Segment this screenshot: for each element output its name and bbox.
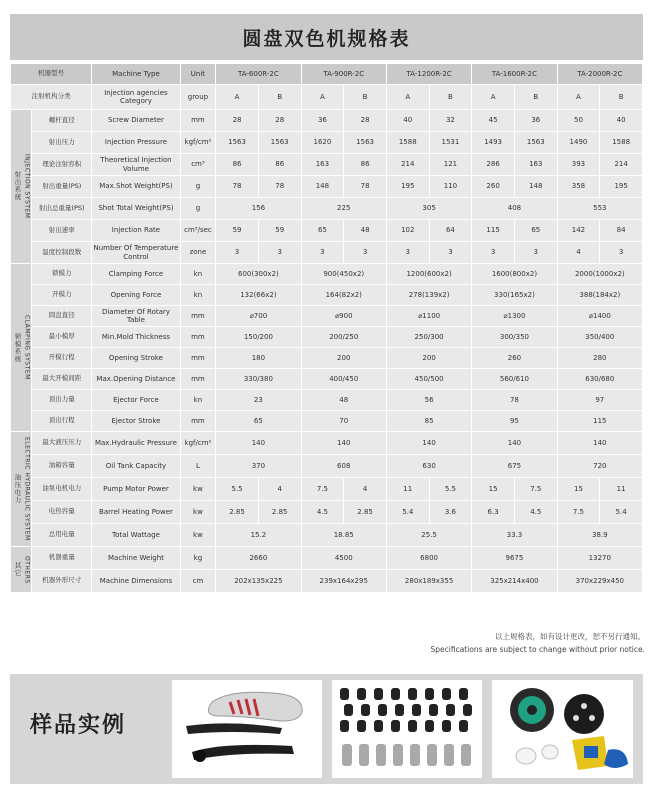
- category-row: [11, 85, 642, 109]
- row-label-en: Shot Total Weight(PS): [92, 198, 179, 219]
- spec-value: 3: [600, 242, 642, 263]
- spec-value: 150/200: [216, 327, 300, 347]
- section-en: INJECTION SYSTEM: [23, 154, 31, 219]
- spec-value: 370: [216, 455, 300, 477]
- spec-value: 4: [259, 478, 301, 500]
- row-label-zh: 机器重量: [32, 547, 91, 569]
- section-label-others: [12, 556, 30, 584]
- spec-value: 140: [472, 432, 556, 454]
- spec-value: 3: [515, 242, 557, 263]
- header-model: TA-1200R-2C: [387, 64, 471, 84]
- spec-value: ⌀1100: [387, 306, 471, 326]
- spec-value: 200: [302, 348, 386, 368]
- spec-row-opening_stroke: [11, 348, 642, 368]
- spec-row-oil_tank: [11, 455, 642, 477]
- spec-value: 2000(1000x2): [558, 264, 642, 284]
- section-en: OTHERS: [23, 555, 31, 584]
- spec-value: 720: [558, 455, 642, 477]
- spec-value: 1620: [302, 132, 344, 153]
- row-label-en: Oil Tank Capacity: [92, 455, 179, 477]
- section-zh: 射出系统: [13, 171, 22, 202]
- spec-value: 15.2: [216, 524, 300, 546]
- spec-value: 36: [515, 110, 557, 131]
- samples-label: 样品实例: [30, 713, 127, 738]
- spec-value: 195: [387, 176, 429, 197]
- row-label-en: Ejector Force: [92, 390, 179, 410]
- row-label-zh: 机器外形尺寸: [32, 570, 91, 592]
- spec-value: 675: [472, 455, 556, 477]
- row-unit: kn: [181, 264, 216, 284]
- category-value: A: [216, 85, 258, 109]
- spec-value: 86: [344, 154, 386, 175]
- spec-value: 608: [302, 455, 386, 477]
- row-label-zh: 温度控制段数: [32, 242, 91, 263]
- spec-value: 140: [302, 432, 386, 454]
- spec-value: 1490: [558, 132, 600, 153]
- spec-value: 121: [430, 154, 472, 175]
- spec-value: 65: [302, 220, 344, 241]
- row-unit: kn: [181, 285, 216, 305]
- section-hydraulic: [11, 432, 31, 546]
- spec-value: 1563: [259, 132, 301, 153]
- spec-value: ⌀700: [216, 306, 300, 326]
- row-unit: kn: [181, 390, 216, 410]
- spec-value: 95: [472, 411, 556, 431]
- row-label-en: Injection Rate: [92, 220, 179, 241]
- spec-value: 278(139x2): [387, 285, 471, 305]
- spec-value: 225: [302, 198, 386, 219]
- spec-value: 11: [387, 478, 429, 500]
- row-unit: kgf/cm²: [181, 132, 216, 153]
- category-value: A: [387, 85, 429, 109]
- spec-value: 18.85: [302, 524, 386, 546]
- spec-value: 38.9: [558, 524, 642, 546]
- header-model: TA-2000R-2C: [558, 64, 642, 84]
- spec-value: 3: [430, 242, 472, 263]
- section-en: CLAMPING SYSTEM: [23, 315, 31, 380]
- row-label-zh: 油箱容量: [32, 455, 91, 477]
- spec-row-shot_total: [11, 198, 642, 219]
- category-unit: group: [181, 85, 216, 109]
- spec-value: 148: [302, 176, 344, 197]
- row-label-zh: 开模行程: [32, 348, 91, 368]
- spec-value: 2.85: [259, 501, 301, 523]
- header-model: TA-1600R-2C: [472, 64, 556, 84]
- row-label-en: Clamping Force: [92, 264, 179, 284]
- spec-value: 1493: [472, 132, 514, 153]
- row-label-zh: 射出总重量(PS): [32, 198, 91, 219]
- spec-row-shot_weight: [11, 176, 642, 197]
- spec-value: 115: [558, 411, 642, 431]
- category-value: A: [472, 85, 514, 109]
- spec-value: 140: [216, 432, 300, 454]
- spec-value: 4500: [302, 547, 386, 569]
- spec-value: 305: [387, 198, 471, 219]
- spec-value: 260: [472, 348, 556, 368]
- spec-value: 1563: [216, 132, 258, 153]
- spec-value: 280x189x355: [387, 570, 471, 592]
- spec-value: ⌀1300: [472, 306, 556, 326]
- spec-row-hydraulic_pressure: [11, 432, 642, 454]
- spec-value: 78: [259, 176, 301, 197]
- spec-value: 1531: [430, 132, 472, 153]
- spec-row-injection_rate: [11, 220, 642, 241]
- spec-value: 260: [472, 176, 514, 197]
- spec-value: 156: [216, 198, 300, 219]
- section-clamping: [11, 264, 31, 431]
- row-label-en: Total Wattage: [92, 524, 179, 546]
- spec-value: 140: [558, 432, 642, 454]
- spec-value: 64: [430, 220, 472, 241]
- note-zh: 以上规格表，如有设计更改，恕不另行通知。: [495, 632, 645, 641]
- spec-value: 78: [472, 390, 556, 410]
- spec-value: 400/450: [302, 369, 386, 389]
- category-label-zh: 注射机构分类: [11, 85, 91, 109]
- spec-value: 1563: [515, 132, 557, 153]
- spec-value: 163: [515, 154, 557, 175]
- spec-value: 115: [472, 220, 514, 241]
- spec-value: 59: [259, 220, 301, 241]
- spec-value: 4.5: [302, 501, 344, 523]
- spec-value: 600(300x2): [216, 264, 300, 284]
- spec-value: 7.5: [302, 478, 344, 500]
- spec-value: 4.5: [515, 501, 557, 523]
- spec-row-ejector_force: [11, 390, 642, 410]
- spec-value: 250/300: [387, 327, 471, 347]
- spec-value: 142: [558, 220, 600, 241]
- spec-value: 300/350: [472, 327, 556, 347]
- section-injection: [11, 110, 31, 263]
- row-unit: mm: [181, 348, 216, 368]
- spec-value: 3: [216, 242, 258, 263]
- row-label-zh: 最大液压压力: [32, 432, 91, 454]
- section-zh: 其它: [13, 561, 22, 577]
- header-machine-type-en: Machine Type: [92, 64, 179, 84]
- spec-value: 28: [344, 110, 386, 131]
- spec-value: 7.5: [515, 478, 557, 500]
- spec-value: 1563: [344, 132, 386, 153]
- spec-value: 32: [430, 110, 472, 131]
- spec-value: 78: [216, 176, 258, 197]
- samples-section: [10, 674, 643, 784]
- row-label-zh: 电热容量: [32, 501, 91, 523]
- spec-value: 5.5: [216, 478, 258, 500]
- category-label-en: Injection agencies Category: [92, 85, 179, 109]
- spec-value: 239x164x295: [302, 570, 386, 592]
- spec-value: 286: [472, 154, 514, 175]
- spec-value: 5.5: [430, 478, 472, 500]
- spec-value: 84: [600, 220, 642, 241]
- section-others: [11, 547, 31, 592]
- spec-value: 65: [515, 220, 557, 241]
- section-label-injection: [12, 154, 30, 218]
- row-label-zh: 最小模厚: [32, 327, 91, 347]
- spec-value: 330/380: [216, 369, 300, 389]
- spec-value: 56: [387, 390, 471, 410]
- section-en: ELECTRIC HYDRAULIC SYSTEM: [23, 437, 31, 541]
- spec-value: 70: [302, 411, 386, 431]
- spec-value: 23: [216, 390, 300, 410]
- spec-value: 6.3: [472, 501, 514, 523]
- sample-photo-handles: [172, 680, 322, 778]
- category-value: B: [259, 85, 301, 109]
- spec-value: 214: [600, 154, 642, 175]
- row-label-en: Opening Force: [92, 285, 179, 305]
- sample-photo-parts: [332, 680, 482, 778]
- spec-value: 553: [558, 198, 642, 219]
- spec-value: 370x229x450: [558, 570, 642, 592]
- section-zh: 锁模系统: [13, 332, 22, 363]
- spec-value: 200/250: [302, 327, 386, 347]
- page-title: 圆盘双色机规格表: [242, 27, 411, 50]
- spec-value: 214: [387, 154, 429, 175]
- spec-value: 1588: [600, 132, 642, 153]
- spec-row-pump_motor: [11, 478, 642, 500]
- row-unit: g: [181, 198, 216, 219]
- row-label-zh: 总用电量: [32, 524, 91, 546]
- spec-value: 325x214x400: [472, 570, 556, 592]
- spec-value: 4: [558, 242, 600, 263]
- spec-value: 48: [302, 390, 386, 410]
- row-label-en: Barrel Heating Power: [92, 501, 179, 523]
- row-label-zh: 最大开模间距: [32, 369, 91, 389]
- spec-value: 102: [387, 220, 429, 241]
- row-label-en: Diameter Of Rotary Table: [92, 306, 179, 326]
- spec-row-temperature_control: [11, 242, 642, 263]
- row-label-zh: 开模力: [32, 285, 91, 305]
- note-en: Specifications are subject to change without prior notice.: [430, 645, 645, 654]
- spec-value: 132(66x2): [216, 285, 300, 305]
- spec-value: 9675: [472, 547, 556, 569]
- row-label-zh: 圆盘直径: [32, 306, 91, 326]
- spec-value: 630/680: [558, 369, 642, 389]
- spec-value: 97: [558, 390, 642, 410]
- spec-row-ejector_stroke: [11, 411, 642, 431]
- spec-row-mold_thickness: [11, 327, 642, 347]
- spec-value: 630: [387, 455, 471, 477]
- spec-value: 85: [387, 411, 471, 431]
- spec-row-injection_pressure: [11, 132, 642, 153]
- spec-value: 6800: [387, 547, 471, 569]
- row-unit: L: [181, 455, 216, 477]
- row-unit: kw: [181, 501, 216, 523]
- row-label-en: Min.Mold Thickness: [92, 327, 179, 347]
- row-unit: cm³: [181, 154, 216, 175]
- spec-row-machine_dimensions: [11, 570, 642, 592]
- row-label-zh: 理论注射容积: [32, 154, 91, 175]
- spec-value: 388(184x2): [558, 285, 642, 305]
- section-zh: 油压电力: [13, 473, 22, 504]
- row-label-zh: 顶出行程: [32, 411, 91, 431]
- spec-row-screw_diameter: [11, 110, 642, 131]
- spec-value: 28: [216, 110, 258, 131]
- category-value: B: [515, 85, 557, 109]
- row-label-en: Injection Pressure: [92, 132, 179, 153]
- row-label-en: Theoretical Injection Volume: [92, 154, 179, 175]
- title-bar: [10, 14, 643, 60]
- spec-value: 2660: [216, 547, 300, 569]
- section-label-hydraulic: [12, 437, 30, 541]
- spec-value: 86: [259, 154, 301, 175]
- row-unit: mm: [181, 327, 216, 347]
- spec-value: 78: [344, 176, 386, 197]
- category-value: A: [558, 85, 600, 109]
- header-unit: Unit: [181, 64, 216, 84]
- spec-value: 180: [216, 348, 300, 368]
- spec-value: 5.4: [387, 501, 429, 523]
- spec-value: 393: [558, 154, 600, 175]
- spec-value: 163: [302, 154, 344, 175]
- header-row: [11, 64, 642, 84]
- spec-value: 560/610: [472, 369, 556, 389]
- spec-row-opening_force: [11, 285, 642, 305]
- row-label-zh: 螺杆直径: [32, 110, 91, 131]
- spec-value: 28: [259, 110, 301, 131]
- spec-value: 3: [387, 242, 429, 263]
- row-unit: g: [181, 176, 216, 197]
- row-unit: mm: [181, 411, 216, 431]
- spec-row-clamping_force: [11, 264, 642, 284]
- row-unit: mm: [181, 110, 216, 131]
- spec-value: 40: [600, 110, 642, 131]
- spec-row-rotary_table: [11, 306, 642, 326]
- spec-value: 45: [472, 110, 514, 131]
- spec-value: ⌀900: [302, 306, 386, 326]
- row-unit: mm: [181, 306, 216, 326]
- spec-value: 11: [600, 478, 642, 500]
- spec-value: 3: [344, 242, 386, 263]
- row-unit: kg: [181, 547, 216, 569]
- spec-value: 110: [430, 176, 472, 197]
- row-label-en: Max.Opening Distance: [92, 369, 179, 389]
- spec-row-machine_weight: [11, 547, 642, 569]
- spec-value: 280: [558, 348, 642, 368]
- spec-value: 7.5: [558, 501, 600, 523]
- spec-value: 202x135x225: [216, 570, 300, 592]
- header-model: TA-600R-2C: [216, 64, 300, 84]
- spec-value: 148: [515, 176, 557, 197]
- sample-photo-discs: [492, 680, 633, 778]
- row-unit: zone: [181, 242, 216, 263]
- category-value: B: [600, 85, 642, 109]
- spec-value: 1588: [387, 132, 429, 153]
- row-label-zh: 射出压力: [32, 132, 91, 153]
- spec-value: 3: [302, 242, 344, 263]
- row-label-zh: 射出速率: [32, 220, 91, 241]
- row-label-zh: 射出重量(PS): [32, 176, 91, 197]
- spec-value: 59: [216, 220, 258, 241]
- row-label-zh: 油泵电机电力: [32, 478, 91, 500]
- spec-value: 140: [387, 432, 471, 454]
- spec-row-injection_volume: [11, 154, 642, 175]
- spec-value: 350/400: [558, 327, 642, 347]
- spec-value: 164(82x2): [302, 285, 386, 305]
- spec-value: 15: [558, 478, 600, 500]
- row-label-en: Opening Stroke: [92, 348, 179, 368]
- spec-value: 2.85: [216, 501, 258, 523]
- row-unit: kw: [181, 524, 216, 546]
- spec-value: 13270: [558, 547, 642, 569]
- row-label-en: Screw Diameter: [92, 110, 179, 131]
- category-value: A: [302, 85, 344, 109]
- spec-value: 200: [387, 348, 471, 368]
- spec-value: 195: [600, 176, 642, 197]
- category-value: B: [344, 85, 386, 109]
- row-label-en: Max.Shot Weight(PS): [92, 176, 179, 197]
- spec-table: [10, 63, 643, 593]
- section-label-clamping: [12, 315, 30, 380]
- spec-value: 25.5: [387, 524, 471, 546]
- row-label-zh: 锁模力: [32, 264, 91, 284]
- spec-value: 4: [344, 478, 386, 500]
- spec-value: 33.3: [472, 524, 556, 546]
- spec-row-total_wattage: [11, 524, 642, 546]
- header-model: TA-900R-2C: [302, 64, 386, 84]
- category-value: B: [430, 85, 472, 109]
- spec-value: 900(450x2): [302, 264, 386, 284]
- row-label-en: Number Of Temperature Control: [92, 242, 179, 263]
- row-unit: kw: [181, 478, 216, 500]
- spec-row-barrel_heating: [11, 501, 642, 523]
- row-label-en: Ejector Stroke: [92, 411, 179, 431]
- row-label-en: Machine Dimensions: [92, 570, 179, 592]
- spec-value: 3: [259, 242, 301, 263]
- spec-value: 15: [472, 478, 514, 500]
- spec-value: ⌀1400: [558, 306, 642, 326]
- spec-value: 1200(600x2): [387, 264, 471, 284]
- spec-value: 1600(800x2): [472, 264, 556, 284]
- row-label-en: Max.Hydraulic Pressure: [92, 432, 179, 454]
- spec-value: 5.4: [600, 501, 642, 523]
- header-machine-type-zh: 机器型号: [11, 64, 91, 84]
- spec-value: 40: [387, 110, 429, 131]
- spec-value: 2.85: [344, 501, 386, 523]
- row-unit: mm: [181, 369, 216, 389]
- row-unit: kgf/cm²: [181, 432, 216, 454]
- spec-value: 450/500: [387, 369, 471, 389]
- spec-value: 48: [344, 220, 386, 241]
- spec-value: 50: [558, 110, 600, 131]
- spec-row-opening_distance: [11, 369, 642, 389]
- row-label-zh: 顶出力量: [32, 390, 91, 410]
- spec-value: 86: [216, 154, 258, 175]
- row-unit: cm³/sec: [181, 220, 216, 241]
- spec-value: 36: [302, 110, 344, 131]
- row-label-en: Machine Weight: [92, 547, 179, 569]
- row-label-en: Pump Motor Power: [92, 478, 179, 500]
- spec-value: 408: [472, 198, 556, 219]
- spec-value: 3.6: [430, 501, 472, 523]
- row-unit: cm: [181, 570, 216, 592]
- spec-value: 65: [216, 411, 300, 431]
- spec-value: 330(165x2): [472, 285, 556, 305]
- spec-value: 3: [472, 242, 514, 263]
- spec-value: 358: [558, 176, 600, 197]
